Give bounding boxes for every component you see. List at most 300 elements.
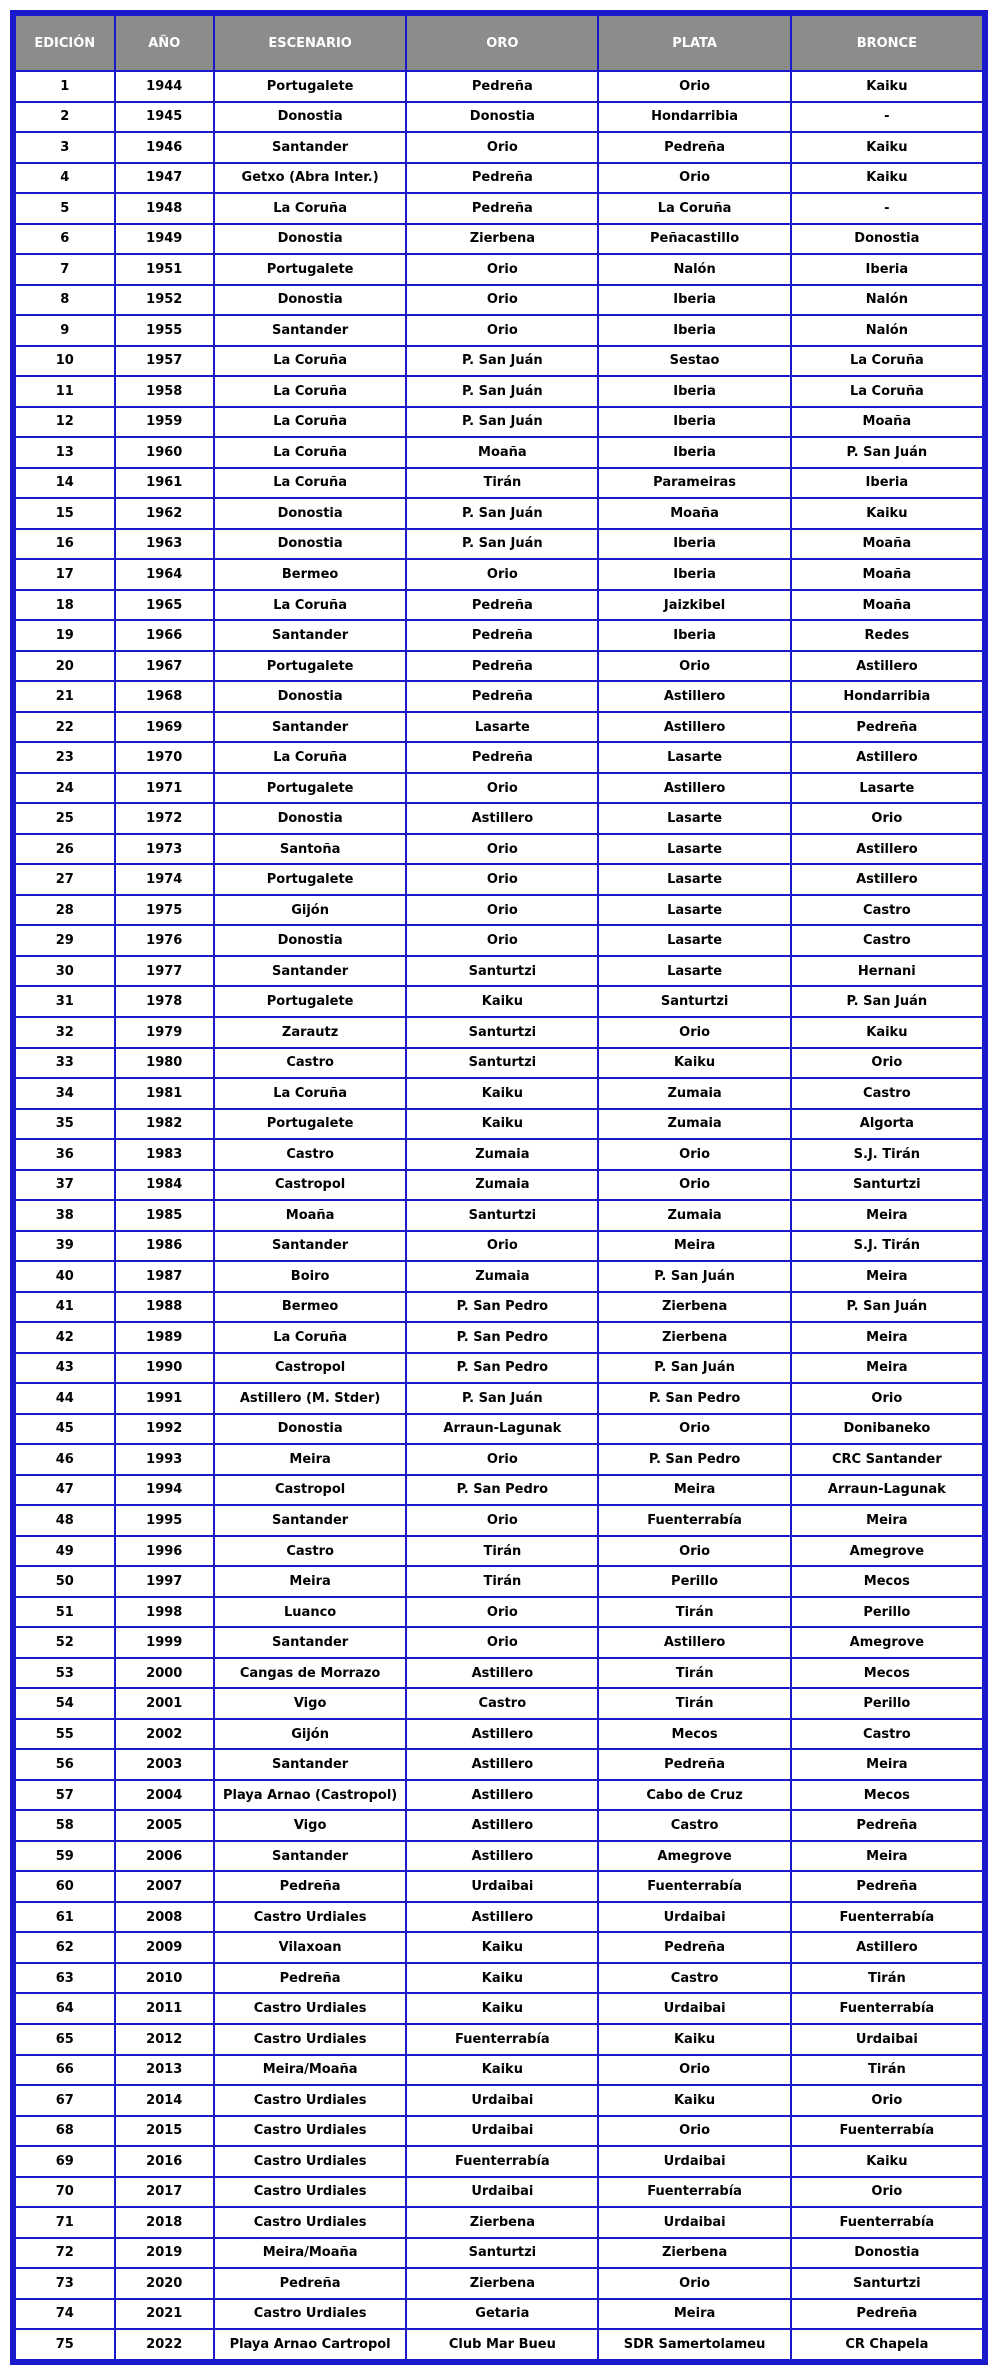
plata-cell: Astillero bbox=[599, 774, 789, 803]
oro-cell: P. San Pedro bbox=[407, 1476, 597, 1505]
edicion-cell: 15 bbox=[16, 499, 114, 528]
table-row bbox=[16, 987, 982, 1016]
oro-cell: Castro bbox=[407, 1689, 597, 1718]
oro-cell: Orio bbox=[407, 926, 597, 955]
ano-cell: 1961 bbox=[116, 469, 214, 498]
plata-cell: Hondarribia bbox=[599, 103, 789, 132]
edicion-cell: 65 bbox=[16, 2025, 114, 2054]
ano-cell: 1951 bbox=[116, 255, 214, 284]
plata-cell: Meira bbox=[599, 1232, 789, 1261]
bronce-cell: Meira bbox=[792, 1354, 982, 1383]
oro-cell: Orio bbox=[407, 286, 597, 315]
bronce-cell: Orio bbox=[792, 1049, 982, 1078]
escenario-cell: Castro Urdiales bbox=[215, 1994, 405, 2023]
bronce-cell: Pedreña bbox=[792, 713, 982, 742]
table-row bbox=[16, 1872, 982, 1901]
oro-cell: Kaiku bbox=[407, 987, 597, 1016]
edicion-cell: 30 bbox=[16, 957, 114, 986]
oro-cell: Zierbena bbox=[407, 225, 597, 254]
bronce-cell: Castro bbox=[792, 1079, 982, 1108]
bronce-cell: Hernani bbox=[792, 957, 982, 986]
edicion-cell: 49 bbox=[16, 1537, 114, 1566]
edicion-cell: 66 bbox=[16, 2056, 114, 2085]
oro-cell: Fuenterrabía bbox=[407, 2025, 597, 2054]
plata-cell: Pedreña bbox=[599, 1933, 789, 1962]
escenario-cell: Meira/Moaña bbox=[215, 2056, 405, 2085]
oro-cell: P. San Juán bbox=[407, 408, 597, 437]
plata-cell: Castro bbox=[599, 1964, 789, 1993]
plata-cell: Orio bbox=[599, 2269, 789, 2298]
table-row bbox=[16, 1445, 982, 1474]
oro-cell: Kaiku bbox=[407, 1964, 597, 1993]
header-row bbox=[16, 16, 982, 70]
bronce-cell: Tirán bbox=[792, 1964, 982, 1993]
escenario-cell: Meira bbox=[215, 1445, 405, 1474]
edicion-cell: 51 bbox=[16, 1598, 114, 1627]
oro-cell: Urdaibai bbox=[407, 2086, 597, 2115]
escenario-cell: Santander bbox=[215, 1842, 405, 1871]
ano-cell: 2003 bbox=[116, 1750, 214, 1779]
edicion-cell: 32 bbox=[16, 1018, 114, 1047]
plata-cell: Urdaibai bbox=[599, 2208, 789, 2237]
bronce-cell: Meira bbox=[792, 1506, 982, 1535]
ano-cell: 1967 bbox=[116, 652, 214, 681]
oro-cell: Pedreña bbox=[407, 652, 597, 681]
table-row bbox=[16, 652, 982, 681]
escenario-cell: Donostia bbox=[215, 926, 405, 955]
bronce-cell: Donostia bbox=[792, 2239, 982, 2268]
table-row bbox=[16, 957, 982, 986]
ano-cell: 1999 bbox=[116, 1628, 214, 1657]
oro-cell: Orio bbox=[407, 1232, 597, 1261]
table-row bbox=[16, 926, 982, 955]
table-row bbox=[16, 1018, 982, 1047]
ano-cell: 1966 bbox=[116, 621, 214, 650]
table-row bbox=[16, 1140, 982, 1169]
edicion-cell: 10 bbox=[16, 347, 114, 376]
table-row bbox=[16, 621, 982, 650]
edicion-cell: 9 bbox=[16, 316, 114, 345]
edicion-cell: 61 bbox=[16, 1903, 114, 1932]
plata-cell: Jaizkibel bbox=[599, 591, 789, 620]
escenario-cell: La Coruña bbox=[215, 1323, 405, 1352]
oro-cell: Orio bbox=[407, 316, 597, 345]
bronce-cell: La Coruña bbox=[792, 347, 982, 376]
bronce-cell: Kaiku bbox=[792, 133, 982, 162]
escenario-cell: Astillero (M. Stder) bbox=[215, 1384, 405, 1413]
escenario-cell: Boiro bbox=[215, 1262, 405, 1291]
plata-cell: Iberia bbox=[599, 286, 789, 315]
bronce-cell: Kaiku bbox=[792, 72, 982, 101]
bronce-cell: P. San Juán bbox=[792, 438, 982, 467]
table-row bbox=[16, 2056, 982, 2085]
bronce-cell: Astillero bbox=[792, 652, 982, 681]
bronce-cell: Donostia bbox=[792, 225, 982, 254]
edicion-cell: 7 bbox=[16, 255, 114, 284]
edicion-cell: 72 bbox=[16, 2239, 114, 2268]
ano-cell: 1973 bbox=[116, 835, 214, 864]
oro-cell: Pedreña bbox=[407, 72, 597, 101]
table-row bbox=[16, 1903, 982, 1932]
bronce-cell: Lasarte bbox=[792, 774, 982, 803]
escenario-cell: Castro Urdiales bbox=[215, 2147, 405, 2176]
escenario-cell: Pedreña bbox=[215, 1872, 405, 1901]
table-row bbox=[16, 1201, 982, 1230]
plata-cell: Astillero bbox=[599, 682, 789, 711]
plata-cell: Zierbena bbox=[599, 1293, 789, 1322]
plata-cell: Zumaia bbox=[599, 1079, 789, 1108]
ano-cell: 1955 bbox=[116, 316, 214, 345]
bronce-cell: Perillo bbox=[792, 1598, 982, 1627]
ano-cell: 1974 bbox=[116, 865, 214, 894]
escenario-cell: Vigo bbox=[215, 1811, 405, 1840]
edicion-cell: 8 bbox=[16, 286, 114, 315]
ano-cell: 1996 bbox=[116, 1537, 214, 1566]
escenario-cell: Santoña bbox=[215, 835, 405, 864]
oro-cell: Orio bbox=[407, 1506, 597, 1535]
oro-cell: P. San Juán bbox=[407, 499, 597, 528]
table-row bbox=[16, 1659, 982, 1688]
table-row bbox=[16, 2300, 982, 2329]
bronce-cell: Perillo bbox=[792, 1689, 982, 1718]
edicion-cell: 67 bbox=[16, 2086, 114, 2115]
plata-cell: SDR Samertolameu bbox=[599, 2330, 789, 2359]
ano-cell: 1963 bbox=[116, 530, 214, 559]
table-row bbox=[16, 1842, 982, 1871]
ano-cell: 1979 bbox=[116, 1018, 214, 1047]
ano-cell: 1965 bbox=[116, 591, 214, 620]
oro-cell: Astillero bbox=[407, 1781, 597, 1810]
escenario-cell: Castropol bbox=[215, 1476, 405, 1505]
plata-cell: P. San Pedro bbox=[599, 1445, 789, 1474]
plata-cell: Cabo de Cruz bbox=[599, 1781, 789, 1810]
ano-cell: 1990 bbox=[116, 1354, 214, 1383]
escenario-cell: Castro Urdiales bbox=[215, 2117, 405, 2146]
bronce-cell: S.J. Tirán bbox=[792, 1232, 982, 1261]
table-row bbox=[16, 2025, 982, 2054]
edicion-cell: 69 bbox=[16, 2147, 114, 2176]
escenario-cell: La Coruña bbox=[215, 408, 405, 437]
table-row bbox=[16, 682, 982, 711]
edicion-cell: 60 bbox=[16, 1872, 114, 1901]
table-row bbox=[16, 804, 982, 833]
plata-cell: Lasarte bbox=[599, 743, 789, 772]
edicion-cell: 40 bbox=[16, 1262, 114, 1291]
bronce-cell: Orio bbox=[792, 1384, 982, 1413]
plata-cell: Meira bbox=[599, 1476, 789, 1505]
escenario-cell: Gijón bbox=[215, 896, 405, 925]
plata-cell: Pedreña bbox=[599, 133, 789, 162]
ano-cell: 1946 bbox=[116, 133, 214, 162]
plata-cell: Iberia bbox=[599, 438, 789, 467]
ano-cell: 1960 bbox=[116, 438, 214, 467]
oro-cell: Fuenterrabía bbox=[407, 2147, 597, 2176]
escenario-cell: Zarautz bbox=[215, 1018, 405, 1047]
escenario-cell: Santander bbox=[215, 316, 405, 345]
table-row bbox=[16, 164, 982, 193]
escenario-cell: Portugalete bbox=[215, 987, 405, 1016]
ano-cell: 1959 bbox=[116, 408, 214, 437]
ano-cell: 1947 bbox=[116, 164, 214, 193]
bronce-cell: Fuenterrabía bbox=[792, 2208, 982, 2237]
ano-cell: 1968 bbox=[116, 682, 214, 711]
ano-cell: 1971 bbox=[116, 774, 214, 803]
escenario-cell: Santander bbox=[215, 957, 405, 986]
oro-cell: P. San Pedro bbox=[407, 1293, 597, 1322]
escenario-cell: Vilaxoan bbox=[215, 1933, 405, 1962]
escenario-cell: Castro Urdiales bbox=[215, 2300, 405, 2329]
edicion-cell: 68 bbox=[16, 2117, 114, 2146]
ano-cell: 1983 bbox=[116, 1140, 214, 1169]
ano-cell: 1987 bbox=[116, 1262, 214, 1291]
table-row bbox=[16, 774, 982, 803]
plata-cell: Parameiras bbox=[599, 469, 789, 498]
table-row bbox=[16, 1293, 982, 1322]
edicion-cell: 70 bbox=[16, 2178, 114, 2207]
oro-cell: Orio bbox=[407, 896, 597, 925]
bronce-cell: CR Chapela bbox=[792, 2330, 982, 2359]
escenario-cell: Portugalete bbox=[215, 652, 405, 681]
ano-cell: 1984 bbox=[116, 1171, 214, 1200]
table-row bbox=[16, 1049, 982, 1078]
oro-cell: Zumaia bbox=[407, 1171, 597, 1200]
bronce-cell: Fuenterrabía bbox=[792, 2117, 982, 2146]
edicion-cell: 56 bbox=[16, 1750, 114, 1779]
plata-cell: Tirán bbox=[599, 1659, 789, 1688]
oro-cell: Astillero bbox=[407, 1903, 597, 1932]
oro-cell: Orio bbox=[407, 865, 597, 894]
table-row bbox=[16, 560, 982, 589]
table-row bbox=[16, 1720, 982, 1749]
table-row bbox=[16, 743, 982, 772]
ano-cell: 2011 bbox=[116, 1994, 214, 2023]
bronce-cell: Pedreña bbox=[792, 1811, 982, 1840]
ano-cell: 1948 bbox=[116, 194, 214, 223]
escenario-cell: La Coruña bbox=[215, 194, 405, 223]
plata-cell: Iberia bbox=[599, 560, 789, 589]
plata-cell: Sestao bbox=[599, 347, 789, 376]
plata-cell: Perillo bbox=[599, 1567, 789, 1596]
plata-cell: Amegrove bbox=[599, 1842, 789, 1871]
plata-cell: P. San Juán bbox=[599, 1354, 789, 1383]
bronce-cell: S.J. Tirán bbox=[792, 1140, 982, 1169]
ano-cell: 1964 bbox=[116, 560, 214, 589]
oro-cell: Kaiku bbox=[407, 1079, 597, 1108]
bronce-cell: Moaña bbox=[792, 530, 982, 559]
oro-cell: Astillero bbox=[407, 1659, 597, 1688]
bronce-cell: Hondarribia bbox=[792, 682, 982, 711]
table-row bbox=[16, 1567, 982, 1596]
bronce-cell: Astillero bbox=[792, 835, 982, 864]
oro-cell: Astillero bbox=[407, 1811, 597, 1840]
bronce-cell: Nalón bbox=[792, 286, 982, 315]
bronce-cell: Nalón bbox=[792, 316, 982, 345]
escenario-cell: Donostia bbox=[215, 1415, 405, 1444]
plata-cell: Lasarte bbox=[599, 835, 789, 864]
bronce-cell: Iberia bbox=[792, 255, 982, 284]
ano-cell: 2004 bbox=[116, 1781, 214, 1810]
ano-cell: 1978 bbox=[116, 987, 214, 1016]
ano-cell: 1975 bbox=[116, 896, 214, 925]
edicion-cell: 71 bbox=[16, 2208, 114, 2237]
oro-cell: Zumaia bbox=[407, 1262, 597, 1291]
plata-cell: Lasarte bbox=[599, 926, 789, 955]
plata-cell: Iberia bbox=[599, 408, 789, 437]
bronce-cell: Tirán bbox=[792, 2056, 982, 2085]
plata-cell: Orio bbox=[599, 652, 789, 681]
escenario-cell: Donostia bbox=[215, 286, 405, 315]
edicion-cell: 25 bbox=[16, 804, 114, 833]
table-row bbox=[16, 2330, 982, 2359]
table-row bbox=[16, 255, 982, 284]
escenario-cell: Portugalete bbox=[215, 1110, 405, 1139]
oro-cell: Astillero bbox=[407, 1750, 597, 1779]
bronce-cell: Fuenterrabía bbox=[792, 1903, 982, 1932]
results-table-frame bbox=[10, 10, 988, 2365]
edicion-cell: 58 bbox=[16, 1811, 114, 1840]
bronce-cell: Pedreña bbox=[792, 1872, 982, 1901]
bronce-cell: Orio bbox=[792, 2178, 982, 2207]
bronce-cell: - bbox=[792, 194, 982, 223]
oro-cell: P. San Juán bbox=[407, 347, 597, 376]
plata-cell: Iberia bbox=[599, 316, 789, 345]
plata-cell: Zumaia bbox=[599, 1110, 789, 1139]
bronce-cell: Amegrove bbox=[792, 1537, 982, 1566]
bronce-cell: Meira bbox=[792, 1323, 982, 1352]
edicion-cell: 20 bbox=[16, 652, 114, 681]
table-row bbox=[16, 1171, 982, 1200]
ano-cell: 1982 bbox=[116, 1110, 214, 1139]
escenario-cell: Gijón bbox=[215, 1720, 405, 1749]
edicion-cell: 33 bbox=[16, 1049, 114, 1078]
plata-cell: Kaiku bbox=[599, 1049, 789, 1078]
edicion-cell: 34 bbox=[16, 1079, 114, 1108]
bronce-cell: Urdaibai bbox=[792, 2025, 982, 2054]
ano-cell: 2000 bbox=[116, 1659, 214, 1688]
ano-cell: 1988 bbox=[116, 1293, 214, 1322]
bronce-cell: Arraun-Lagunak bbox=[792, 1476, 982, 1505]
results-table bbox=[14, 14, 984, 2361]
bronce-cell: Fuenterrabía bbox=[792, 1994, 982, 2023]
edicion-cell: 44 bbox=[16, 1384, 114, 1413]
table-row bbox=[16, 2117, 982, 2146]
ano-cell: 1989 bbox=[116, 1323, 214, 1352]
table-row bbox=[16, 1811, 982, 1840]
escenario-cell: La Coruña bbox=[215, 347, 405, 376]
edicion-cell: 53 bbox=[16, 1659, 114, 1688]
bronce-cell: Astillero bbox=[792, 743, 982, 772]
escenario-cell: Moaña bbox=[215, 1201, 405, 1230]
oro-cell: Pedreña bbox=[407, 194, 597, 223]
table-row bbox=[16, 2208, 982, 2237]
edicion-cell: 63 bbox=[16, 1964, 114, 1993]
table-row bbox=[16, 499, 982, 528]
table-row bbox=[16, 591, 982, 620]
plata-cell: Iberia bbox=[599, 377, 789, 406]
bronce-cell: Santurtzi bbox=[792, 1171, 982, 1200]
escenario-cell: Santander bbox=[215, 1506, 405, 1535]
table-row bbox=[16, 1476, 982, 1505]
plata-cell: Zierbena bbox=[599, 1323, 789, 1352]
edicion-cell: 42 bbox=[16, 1323, 114, 1352]
oro-cell: Santurtzi bbox=[407, 1201, 597, 1230]
table-row bbox=[16, 1323, 982, 1352]
escenario-cell: Getxo (Abra Inter.) bbox=[215, 164, 405, 193]
escenario-cell: Luanco bbox=[215, 1598, 405, 1627]
ano-cell: 1986 bbox=[116, 1232, 214, 1261]
table-body bbox=[16, 72, 982, 2359]
table-row bbox=[16, 1506, 982, 1535]
escenario-cell: Castro Urdiales bbox=[215, 2025, 405, 2054]
oro-cell: Astillero bbox=[407, 1842, 597, 1871]
header-bronce: BRONCE bbox=[792, 16, 982, 70]
table-row bbox=[16, 1232, 982, 1261]
edicion-cell: 31 bbox=[16, 987, 114, 1016]
oro-cell: Zierbena bbox=[407, 2208, 597, 2237]
table-row bbox=[16, 1781, 982, 1810]
edicion-cell: 54 bbox=[16, 1689, 114, 1718]
oro-cell: P. San Juán bbox=[407, 1384, 597, 1413]
bronce-cell: Donibaneko bbox=[792, 1415, 982, 1444]
escenario-cell: Castro Urdiales bbox=[215, 1903, 405, 1932]
oro-cell: Lasarte bbox=[407, 713, 597, 742]
oro-cell: Donostia bbox=[407, 103, 597, 132]
oro-cell: Tirán bbox=[407, 1567, 597, 1596]
bronce-cell: Santurtzi bbox=[792, 2269, 982, 2298]
ano-cell: 1944 bbox=[116, 72, 214, 101]
edicion-cell: 41 bbox=[16, 1293, 114, 1322]
edicion-cell: 47 bbox=[16, 1476, 114, 1505]
table-row bbox=[16, 316, 982, 345]
edicion-cell: 27 bbox=[16, 865, 114, 894]
oro-cell: Zumaia bbox=[407, 1140, 597, 1169]
oro-cell: Club Mar Bueu bbox=[407, 2330, 597, 2359]
ano-cell: 1945 bbox=[116, 103, 214, 132]
oro-cell: Santurtzi bbox=[407, 1018, 597, 1047]
plata-cell: Meira bbox=[599, 2300, 789, 2329]
ano-cell: 2014 bbox=[116, 2086, 214, 2115]
escenario-cell: Bermeo bbox=[215, 1293, 405, 1322]
edicion-cell: 26 bbox=[16, 835, 114, 864]
edicion-cell: 14 bbox=[16, 469, 114, 498]
ano-cell: 1970 bbox=[116, 743, 214, 772]
oro-cell: Kaiku bbox=[407, 1933, 597, 1962]
plata-cell: P. San Juán bbox=[599, 1262, 789, 1291]
edicion-cell: 11 bbox=[16, 377, 114, 406]
oro-cell: Pedreña bbox=[407, 743, 597, 772]
bronce-cell: Kaiku bbox=[792, 2147, 982, 2176]
plata-cell: Kaiku bbox=[599, 2025, 789, 2054]
plata-cell: Orio bbox=[599, 1537, 789, 1566]
bronce-cell: Kaiku bbox=[792, 1018, 982, 1047]
table-row bbox=[16, 103, 982, 132]
escenario-cell: Santander bbox=[215, 713, 405, 742]
ano-cell: 2001 bbox=[116, 1689, 214, 1718]
edicion-cell: 24 bbox=[16, 774, 114, 803]
escenario-cell: Castro Urdiales bbox=[215, 2178, 405, 2207]
plata-cell: Lasarte bbox=[599, 957, 789, 986]
oro-cell: Kaiku bbox=[407, 1994, 597, 2023]
oro-cell: Astillero bbox=[407, 804, 597, 833]
escenario-cell: Portugalete bbox=[215, 72, 405, 101]
table-row bbox=[16, 896, 982, 925]
oro-cell: Orio bbox=[407, 835, 597, 864]
escenario-cell: Meira/Moaña bbox=[215, 2239, 405, 2268]
escenario-cell: La Coruña bbox=[215, 1079, 405, 1108]
edicion-cell: 1 bbox=[16, 72, 114, 101]
escenario-cell: Donostia bbox=[215, 530, 405, 559]
plata-cell: Astillero bbox=[599, 713, 789, 742]
